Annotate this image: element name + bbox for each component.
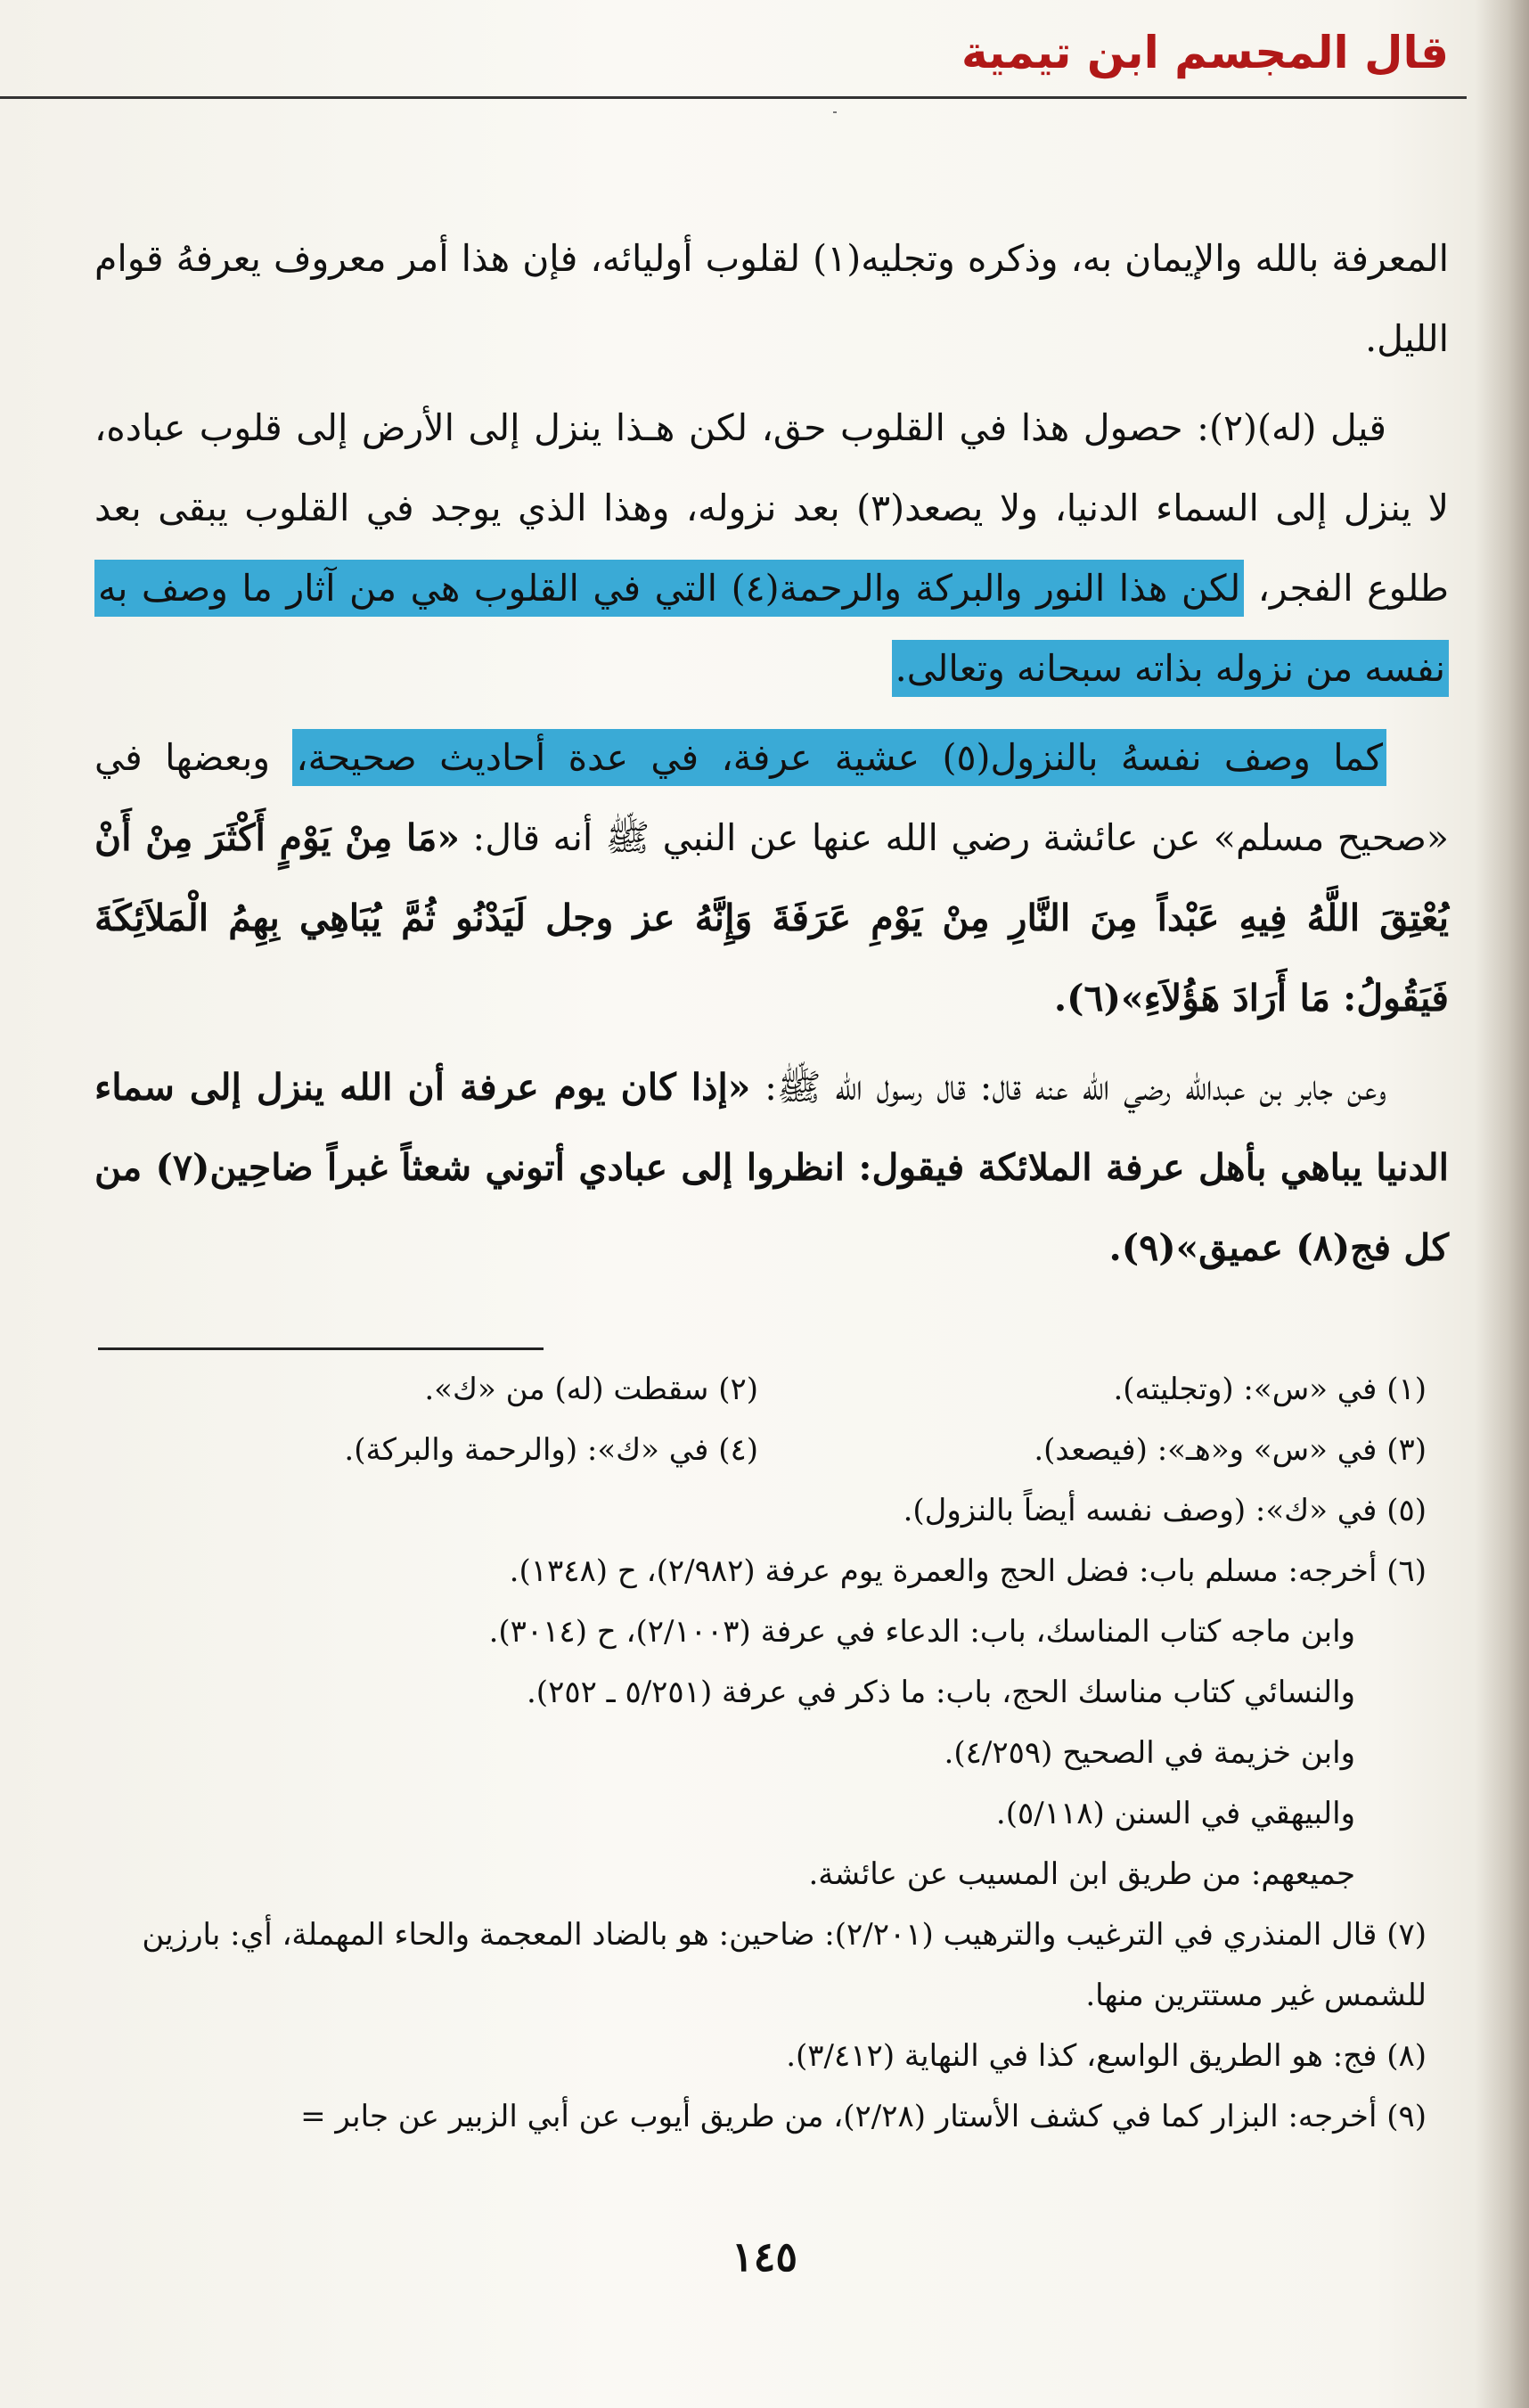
footnote-9: (٩) أخرجه: البزار كما في كشف الأستار (٢/٢٨)، من طريق أيوب عن أبي الزبير عن جابر =	[300, 2099, 1427, 2134]
footnote-rule	[98, 1347, 544, 1350]
footnote-2: (٢) سقطت (له) من «ك».	[424, 1372, 758, 1407]
highlighted-text-1: لكن هذا النور والبركة والرحمة(٤) التي في القلوب هي من آثار ما وصف به نفسه من نزوله بذاته سبحانه وتعالى.	[94, 560, 1449, 697]
main-text	[94, 218, 1449, 1297]
paragraph-4-text: وعن جابر بن عبدالله رضي الله عنه قال: قال رسول الله ﷺ:	[764, 1066, 1386, 1109]
footnote-row	[90, 1420, 1427, 1480]
footnote-6-line: جميعهم: من طريق ابن المسيب عن عائشة.	[808, 1856, 1355, 1892]
highlighted-text-2: كما وصف نفسهُ بالنزول(٥) عشية عرفة، في عدة أحاديث صحيحة،	[292, 729, 1386, 786]
paragraph-3-text: وبعضها في «صحيح مسلم» عن عائشة رضي الله عنها عن النبي ﷺ أنه قال:	[94, 736, 1449, 859]
hadith-quote-2: «إذا كان يوم عرفة أن الله ينزل إلى سماء الدنيا يباهي بأهل عرفة الملائكة فيقول: انظروا إلى عبادي أتوني شعثاً غبراً ضاحِين(٧) من كل فج(٨) عميق»(٩).	[94, 1066, 1449, 1269]
running-head: قال المجسم ابن تيمية	[961, 27, 1449, 78]
paragraph-4	[94, 1047, 1449, 1288]
footnote-6-line: وابن ماجه كتاب المناسك، باب: الدعاء في عرفة (٢/١٠٠٣)، ح (٣٠١٤).	[488, 1614, 1355, 1650]
footnote-row	[90, 1359, 1427, 1420]
footnote-4: (٤) في «ك»: (والرحمة والبركة).	[344, 1432, 758, 1468]
footnote-6-line: والنسائي كتاب مناسك الحج، باب: ما ذكر في عرفة (٥/٢٥١ ـ ٢٥٢).	[526, 1675, 1355, 1710]
footnote-7: (٧) قال المنذري في الترغيب والترهيب (٢/٢٠١): ضاحين: هو بالضاد المعجمة والحاء المهملة، أي: بارزين للشمس غير مستترين منها.	[142, 1917, 1427, 2013]
scan-speck	[833, 111, 837, 113]
hadith-quote-1: «مَا مِنْ يَوْمٍ أَكْثَرَ مِنْ أَنْ يُعْتِقَ اللَّهُ فِيهِ عَبْداً مِنَ النَّارِ مِنْ يَوْمِ عَرَفَةَ وَإِنَّهُ عز وجل لَيَدْنُو ثُمَّ يُبَاهِي بِهِمُ الْمَلاَئِكَةَ فَيَقُولُ: مَا أَرَادَ هَؤُلاَءِ»(٦).	[94, 816, 1449, 1020]
paragraph-2-text: قيل (له)(٢): حصول هذا في القلوب حق، لكن هـذا ينزل إلى الأرض إلى قلوب عباده، لا ينزل إلى السماء الدنيا، ولا يصعد(٣) بعد نزوله، وهذا الذي يوجد في القلوب يبقى بعد طلوع الفجر،	[94, 406, 1450, 610]
paragraph-3	[94, 717, 1449, 1038]
header-rule	[0, 96, 1467, 99]
footnotes	[90, 1359, 1427, 2147]
footnote-6: (٦) أخرجه: مسلم باب: فضل الحج والعمرة يوم عرفة (٢/٩٨٢)، ح (١٣٤٨).	[509, 1553, 1427, 1589]
footnote-5: (٥) في «ك»: (وصف نفسه أيضاً بالنزول).	[903, 1493, 1427, 1528]
paragraph-2	[94, 388, 1449, 708]
footnote-8: (٨) فج: هو الطريق الواسع، كذا في النهاية (٣/٤١٢).	[786, 2038, 1427, 2074]
footnote-1: (١) في «س»: (وتجليته).	[1113, 1372, 1427, 1407]
footnote-3: (٣) في «س» و«هـ»: (فيصعد).	[1034, 1432, 1427, 1468]
book-spine-shadow	[1476, 0, 1529, 2408]
page-number: ١٤٥	[731, 2232, 798, 2281]
footnote-6-line: والبيهقي في السنن (٥/١١٨).	[995, 1796, 1355, 1831]
footnote-6-line: وابن خزيمة في الصحيح (٤/٢٥٩).	[944, 1735, 1355, 1771]
paragraph-1: المعرفة بالله والإيمان به، وذكره وتجليه(١) لقلوب أوليائه، فإن هذا أمر معروف يعرفهُ قوام الليل.	[94, 237, 1449, 360]
